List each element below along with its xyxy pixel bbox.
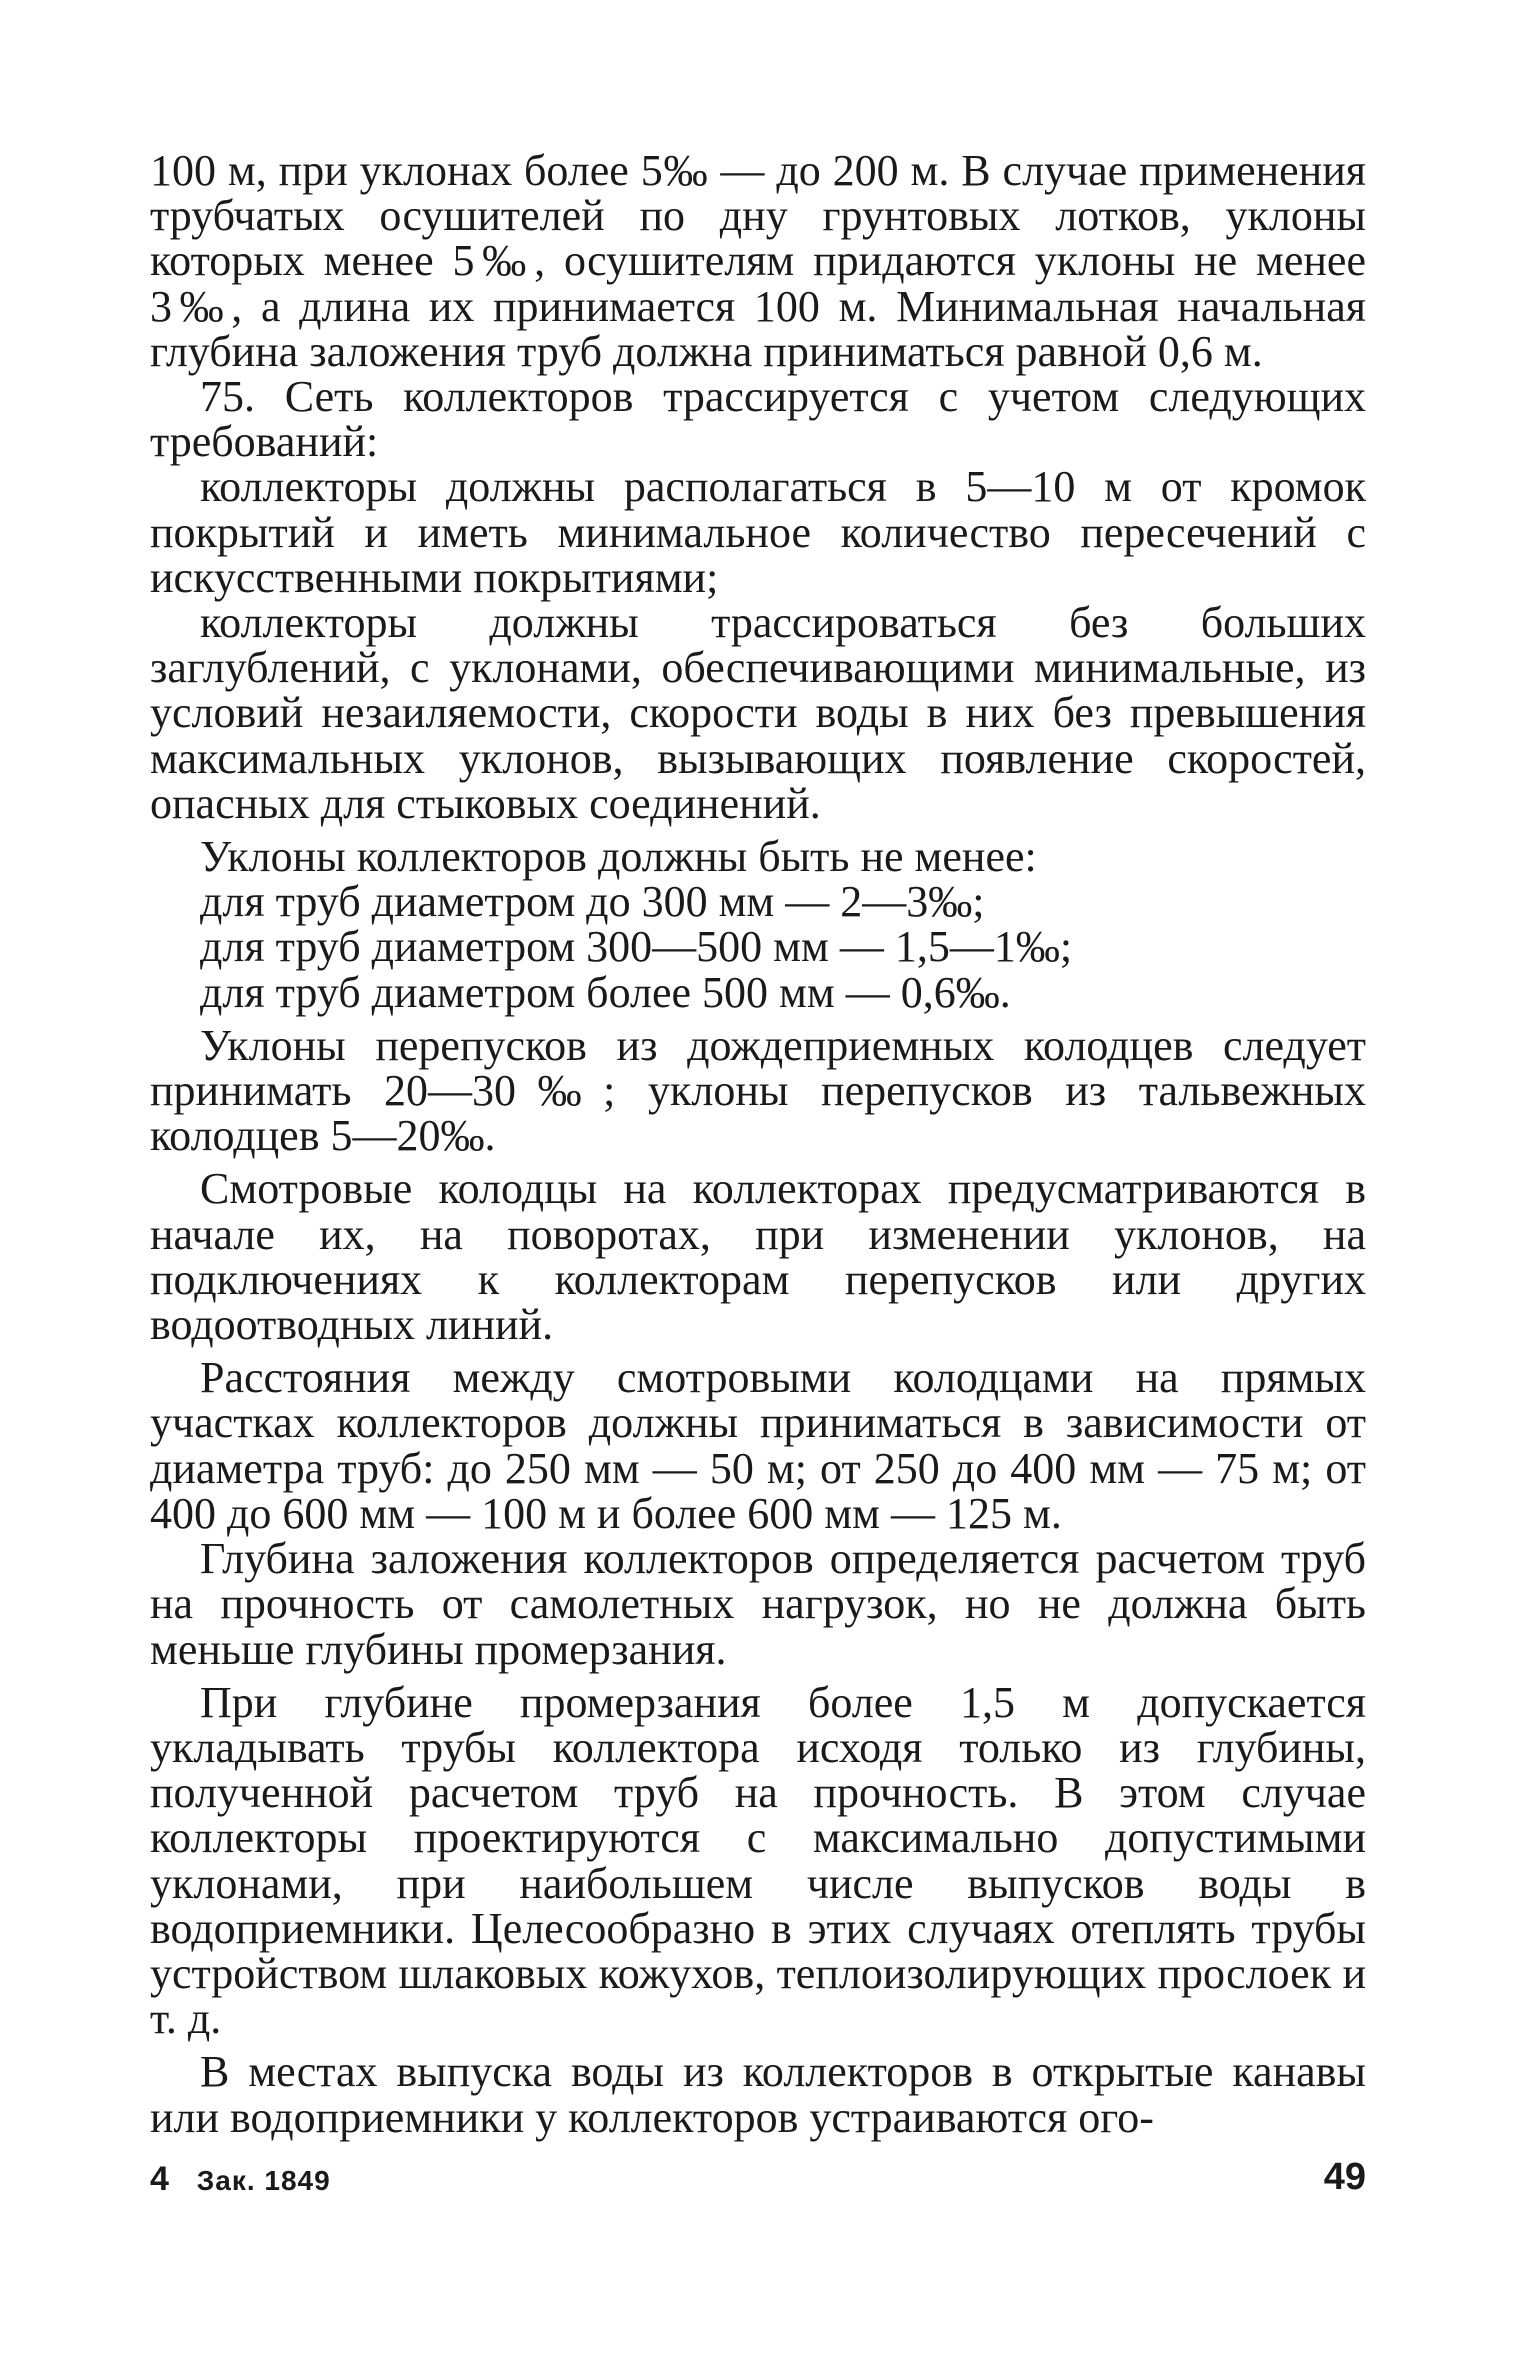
paragraph-12: Глубина заложения коллекторов определяется расчетом труб на прочность от самолетных нагрузок, но не должна быть меньше глубины промерзания. [150,1534,1366,1674]
paragraph-2: 75. Сеть коллекторов трассируется с учетом следующих требований: [150,372,1366,467]
page-number: 49 [1323,2156,1366,2198]
page-footer [150,2156,1366,2220]
page-body-text [150,148,1366,2140]
slope-item-2: для труб диаметром 300—500 мм — 1,5—1‰; [200,922,1073,972]
slope-item-3: для труб диаметром более 500 мм — 0,6‰. [200,967,1011,1017]
paragraph-9: Уклоны перепусков из дождеприемных колодцев следует принимать 20—30‰; уклоны перепусков из тальвежных колодцев 5—20‰. [150,1020,1366,1161]
paragraph-10: Смотровые колодцы на коллекторах предусматриваются в начале их, на поворотах, при изменении уклонов, на подключениях к коллекторам перепусков или других водоотводных линий. [150,1164,1366,1350]
paragraph-5: Уклоны коллекторов должны быть не менее: [200,832,1037,882]
signature-number: 4 [150,2160,170,2198]
signature-text: Зак. 1849 [196,2165,331,2196]
slope-item-1: для труб диаметром до 300 мм — 2—3‰; [200,877,985,927]
printer-signature [150,2160,331,2199]
paragraph-11: Расстояния между смотровыми колодцами на прямых участках коллекторов должны приниматься в зависимости от диаметра труб: до 250 мм — 50 м; от 250 до 400 мм — 75 м; от 400 до 600 мм — 100 м и более 600 мм — 125 м. [150,1353,1366,1538]
paragraph-3: коллекторы должны располагаться в 5—10 м от кромок покрытий и иметь минимальное количество пересечений с искусственными покрытиями; [150,462,1366,602]
paragraph-1: 100 м, при уклонах более 5‰ — до 200 м. В случае применения трубчатых осушителей по дну грунтовых лотков, уклоны которых менее 5‰, осушителям придаются уклоны не менее 3‰, а длина их принимается 100 м. Минимальная начальная глубина заложения труб должна приниматься равной 0,6 м. [150,146,1366,376]
paragraph-14: В местах выпуска воды из коллекторов в открытые канавы или водоприемники у коллекторов устраиваются ого- [150,2047,1366,2142]
paragraph-4: коллекторы должны трассироваться без больших заглублений, с уклонами, обеспечивающими минимальные, из условий незаиляемости, скорости воды в них без превышения максимальных уклонов, вызывающих появление скоростей, опасных для стыковых соединений. [150,598,1366,828]
paragraph-13: При глубине промерзания более 1,5 м допускается укладывать трубы коллектора исходя только из глубины, полученной расчетом труб на прочность. В этом случае коллекторы проектируются с максимально допустимыми уклонами, при наибольшем числе выпусков воды в водоприемники. Целесообразно в этих случаях отеплять трубы устройством шлаковых кожухов, теплоизолирующих прослоек и т. д. [150,1677,1366,2044]
